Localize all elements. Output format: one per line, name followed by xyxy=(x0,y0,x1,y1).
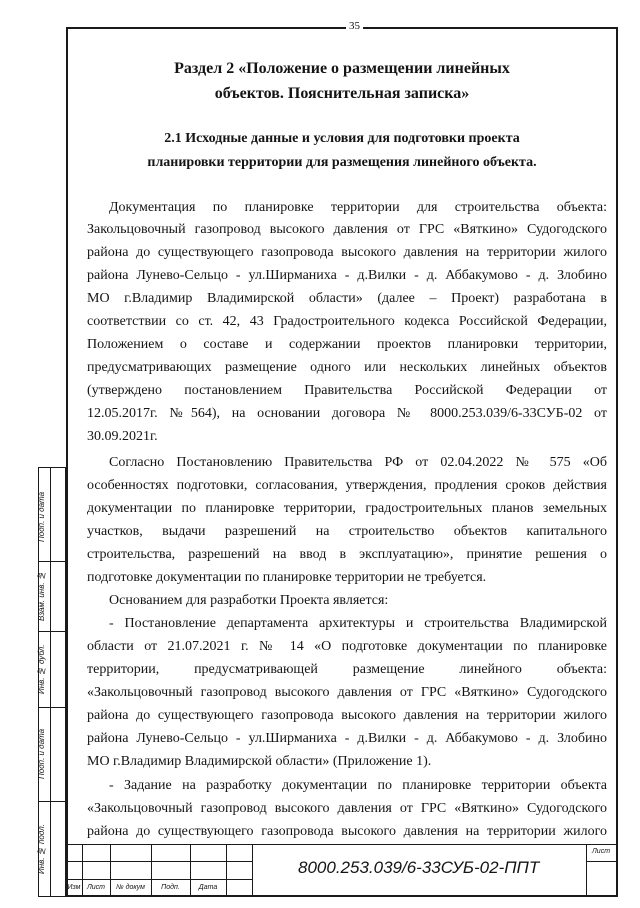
body-line: района до существующего газопровода высокого давления на территории жилого xyxy=(87,245,607,260)
subsection-title-line-2: планировки территории для размещения линейного объекта. xyxy=(147,155,537,170)
col-date-label: Дата xyxy=(198,884,218,891)
col-change-label: Изм xyxy=(67,884,81,891)
duplicate-inv-label: Инв. № дубл. xyxy=(37,644,46,694)
sign-date-label-1: Подп. и дата xyxy=(37,491,46,543)
body-line: соответствии со ст. 42, 43 Градостроительного кодекса Российской Федерации, xyxy=(87,314,607,329)
body-line: Основанием для разработки Проекта является: xyxy=(109,593,389,608)
original-inv-label: Инв. № подл. xyxy=(37,824,46,874)
document-code: 8000.253.039/6-33СУБ-02-ППТ xyxy=(298,858,540,877)
body-line: района Лунево-Сельцо - ул.Ширманиха - д.Вилки - д. Аббакумово - д. Злобино xyxy=(87,268,607,283)
body-line: предусматривающих размещение одного или нескольких линейных объектов xyxy=(87,360,607,375)
col-sign-label: Подп. xyxy=(161,884,180,891)
body-line: «Закольцовочный газопровод высокого давления от ГРС «Вяткино» Судогодского xyxy=(87,685,607,700)
side-stamp-strip xyxy=(38,467,66,897)
body-line: Положением о составе и содержании проектов планировки территории, xyxy=(87,337,607,352)
body-line: документации по планировке территории, градостроительных планов земельных xyxy=(87,501,607,516)
body-line: участков, выдачи разрешений на строительство объектов капитального xyxy=(87,524,607,539)
sign-date-label-2: Подп. и дата xyxy=(37,728,46,780)
page-number: 35 xyxy=(346,20,363,32)
body-line: - Постановление департамента архитектуры и строительства Владимирской xyxy=(109,616,607,631)
body-line: территории, предусматривающей размещение линейного объекта: xyxy=(87,662,607,677)
body-line: Документация по планировке территории для строительства объекта: xyxy=(109,200,607,215)
subsection-title-line-1: 2.1 Исходные данные и условия для подготовки проекта xyxy=(164,131,520,146)
body-line: Согласно Постановлению Правительства РФ от 02.04.2022 № 575 «Об xyxy=(109,455,607,470)
replaced-inv-label: Взам. инв. № xyxy=(37,571,46,621)
col-sheet-label: Лист xyxy=(86,884,106,891)
body-line: (утверждено постановлением Правительства Российской Федерации от xyxy=(87,383,607,398)
col-doc-label: № докум xyxy=(116,884,145,891)
body-line: строительства, разрешений на ввод в эксплуатацию», принятие решения о xyxy=(87,547,607,562)
body-line: 12.05.2017г. №564), на основании договора № 8000.253.039/6-33СУБ-02 от xyxy=(87,406,607,421)
body-line: района до существующего газопровода высокого давления на территории жилого xyxy=(87,824,607,839)
body-line: района до существующего газопровода высокого давления на территории жилого xyxy=(87,708,607,723)
body-line: «Закольцовочный газопровод высокого давления от ГРС «Вяткино» Судогодского xyxy=(87,801,607,816)
sheet-label: Лист xyxy=(592,848,611,855)
body-line: особенностях подготовки, согласования, утверждения, продления сроков действия xyxy=(87,478,607,493)
body-line: 30.09.2021г. xyxy=(87,429,158,444)
body-line: МО г.Владимир Владимирской области» (далее – Проект) разработана в xyxy=(87,291,607,306)
body-line: - Задание на разработку документации по планировке территории объекта xyxy=(109,778,607,793)
section-title-line-1: Раздел 2 «Положение о размещении линейных xyxy=(174,60,510,77)
body-line: Закольцовочный газопровод высокого давления от ГРС «Вяткино» Судогодского xyxy=(87,222,607,237)
body-line: области от 21.07.2021 г. № 14 «О подготовке документации по планировке xyxy=(87,639,607,654)
section-title-line-2: объектов. Пояснительная записка» xyxy=(214,85,470,102)
body-line: МО г.Владимир Владимирской области» (Приложение 1). xyxy=(87,754,432,769)
body-line: подготовке документации по планировке территории не требуется. xyxy=(87,570,487,585)
body-line: района Лунево-Сельцо - ул.Ширманиха - д.Вилки - д. Аббакумово - д. Злобино xyxy=(87,731,607,746)
